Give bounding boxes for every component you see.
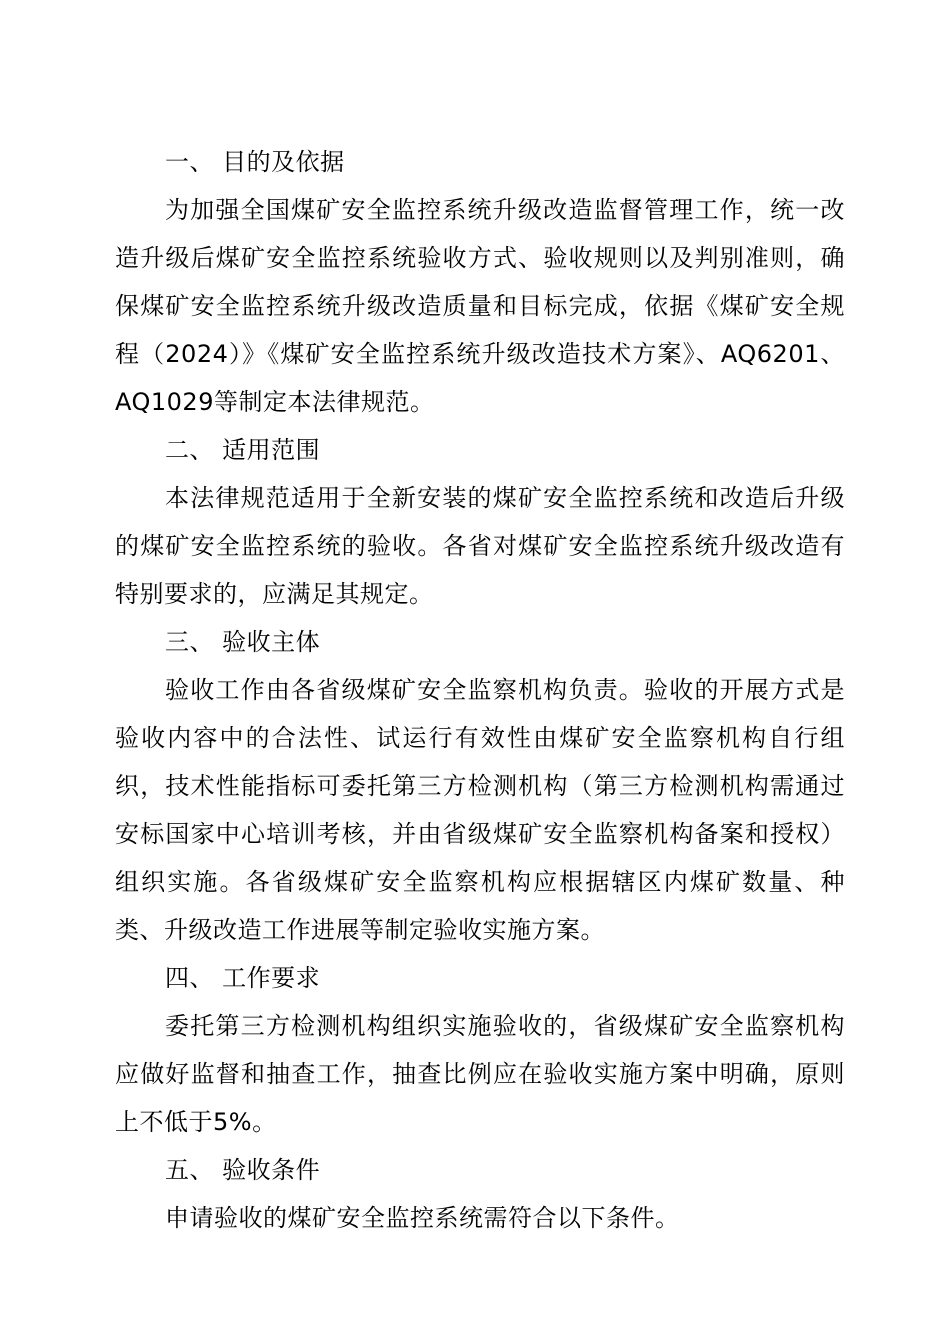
section-work-requirements (115, 954, 845, 1146)
section-heading: 一、 目的及依据 (165, 148, 345, 176)
section-paragraph: 委托第三方检测机构组织实施验收的，省级煤矿安全监察机构应做好监督和抽查工作，抽查比例应在验收实施方案中明确，原则上不低于5%。 (115, 1012, 845, 1136)
section-paragraph: 申请验收的煤矿安全监控系统需符合以下条件。 (165, 1204, 680, 1232)
section-paragraph: 本法律规范适用于全新安装的煤矿安全监控系统和改造后升级的煤矿安全监控系统的验收。各省对煤矿安全监控系统升级改造有特别要求的，应满足其规定。 (115, 484, 845, 608)
section-acceptance-body (115, 618, 845, 954)
section-purpose (115, 138, 845, 426)
section-paragraph: 为加强全国煤矿安全监控系统升级改造监督管理工作，统一改造升级后煤矿安全监控系统验收方式、验收规则以及判别准则，确保煤矿安全监控系统升级改造质量和目标完成，依据《煤矿安全规程（2024）》《煤矿安全监控系统升级改造技术方案》、AQ6201、AQ1029等制定本法律规范。 (115, 196, 845, 416)
section-scope (115, 426, 845, 618)
section-acceptance-conditions (115, 1146, 845, 1242)
section-heading: 四、 工作要求 (165, 964, 321, 992)
section-heading: 三、 验收主体 (165, 628, 321, 656)
section-heading: 五、 验收条件 (165, 1156, 321, 1184)
section-paragraph: 验收工作由各省级煤矿安全监察机构负责。验收的开展方式是验收内容中的合法性、试运行有效性由煤矿安全监察机构自行组织，技术性能指标可委托第三方检测机构（第三方检测机构需通过安标国家中心培训考核，并由省级煤矿安全监察机构备案和授权）组织实施。各省级煤矿安全监察机构应根据辖区内煤矿数量、种类、升级改造工作进展等制定验收实施方案。 (115, 676, 845, 944)
section-heading: 二、 适用范围 (165, 436, 321, 464)
document-body (115, 138, 845, 1242)
